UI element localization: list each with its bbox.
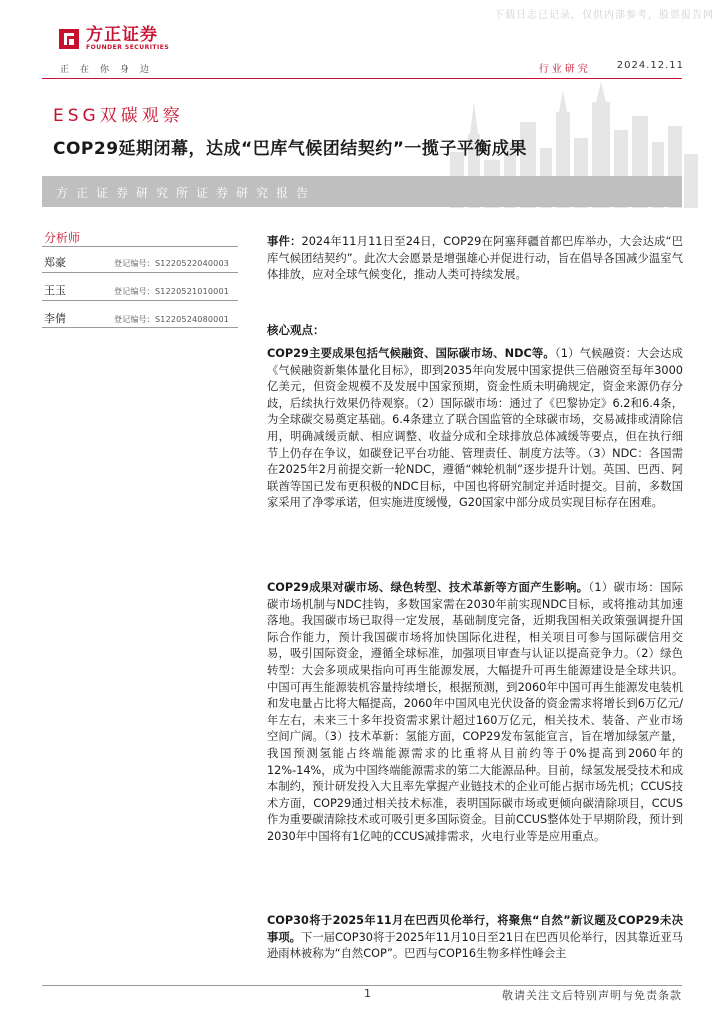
analyst-registration: 登记编号：S1220524080001 <box>114 315 230 324</box>
watermark-text: 下载日志已记录，仅供内部参考，股票报告网 <box>494 10 714 21</box>
analyst-name: 王玉 <box>44 284 66 297</box>
analyst-divider <box>42 246 238 247</box>
institute-banner <box>42 176 682 207</box>
page-number: 1 <box>364 987 371 1000</box>
page-title: COP29延期闭幕，达成“巴库气候团结契约”一揽子平衡成果 <box>53 139 527 159</box>
event-label: 事件： <box>267 235 302 248</box>
analyst-name: 李倩 <box>44 312 66 325</box>
founder-logo-icon <box>58 28 80 50</box>
brand-name-cn: 方正证券 <box>86 25 158 45</box>
analyst-divider <box>42 300 238 301</box>
brand-name-en: FOUNDER SECURITIES <box>86 44 170 51</box>
paragraph-text: 下一届COP30将于2025年11月10日至21日在巴西贝伦举行，因其靠近亚马逊雨林被称为“自然COP”。巴西与COP16生物多样性峰会主 <box>267 930 683 961</box>
report-date: 2024.12.11 <box>616 60 684 71</box>
analyst-divider <box>42 327 238 328</box>
analyst-row <box>44 254 240 270</box>
core-paragraph <box>267 580 683 846</box>
analyst-heading: 分析师 <box>44 231 81 245</box>
core-views-heading: 核心观点： <box>267 323 325 337</box>
event-paragraph <box>267 234 683 284</box>
report-header-meta <box>539 60 684 75</box>
disclaimer-link: 敬请关注文后特别声明与免责条款 <box>502 989 682 1002</box>
banner-text: 方正证券研究所证券研究报告 <box>56 186 317 200</box>
analyst-registration: 登记编号：S1220522040003 <box>114 259 230 268</box>
paragraph-lead: COP30将于2025年11月在巴西贝伦举行，将聚焦“自然”新议题及COP29未决事项。 <box>267 914 683 944</box>
paragraph-lead: COP29主要成果包括气候融资、国际碳市场、NDC等。 <box>267 347 555 360</box>
brand-logo <box>58 26 169 52</box>
paragraph-lead: COP29成果对碳市场、绿色转型、技术革新等方面产生影响。 <box>267 581 589 594</box>
analyst-name: 郑豪 <box>44 256 66 269</box>
report-category: ESG双碳观察 <box>53 106 184 126</box>
header-divider <box>42 78 682 79</box>
brand-slogan: 正在你身边 <box>60 65 161 75</box>
analyst-row <box>44 282 240 298</box>
paragraph-text: （1）碳市场：国际碳市场机制与NDC挂钩，多数国家需在2030年前实现NDC目标，或将推动其加速落地。我国碳市场已取得一定发展，基础制度完备，近期我国相关政策强调提升国际合作能力，预计我国碳市场将加快国际化进程，相关项目可参与国际碳信用交易，吸引国际资金，遵循全球标准，加强项目审查与认证以提高竞争力。（2）绿色转型：大会多项成果指向可再生能源发展，大幅提升可再生能源建设是全球共识。中国可再生能源装机容量持续增长，根据预测，到2060年中国可再生能源发电装机和发电量占比将大幅提高，2060年中国风电光伏设备的资金需求将增长到6万亿元/年左右，未来三十多年投资需求累计超过160万亿元，相关技术、装备、产业市场空间广阔。（3）技术革新：氢能方面，COP29发布氢能宣言，旨在增加绿氢产量，我国预测氢能占终端能源需求的比重将从目前约等于0%提高到2060年的12%-14%，成为中国终端能源需求的第二大能源品种。目前，绿氢发展受技术和成本制约，预计研发投入大且率先掌握产业链技术的企业可能占据市场先机；CCUS技术方面，COP29通过相关技术标准，表明国际碳市场或更倾向碳清除项目，CCUS作为重要碳清除技术或可吸引更多国际资金。目前CCUS整体处于早期阶段，预计到2030年中国将有1亿吨的CCUS减排需求，火电行业等是应用重点。 <box>267 581 683 843</box>
core-paragraph <box>267 346 683 512</box>
analyst-divider <box>42 272 238 273</box>
analyst-registration: 登记编号：S1220521010001 <box>114 287 230 296</box>
paragraph-text: （1）气候融资：大会达成《气候融资新集体量化目标》，即到2035年向发展中国家提供三倍融资至每年3000亿美元，但资金规模不及发展中国家预期，资金性质未明确规定，资金来源仍存分歧，后续执行效果仍待观察。（2）国际碳市场：通过了《巴黎协定》6.2和6.4条，为全球碳交易奠定基础。6.4条建立了联合国监管的全球碳市场，交易减排或清除信用，明确减缓贡献、相应调整、收益分成和全球排放总体减缓等要点，但在执行细节上仍存在争议，如碳登记平台功能、管理责任、制度方法等。（3）NDC：各国需在2025年2月前提交新一轮NDC，遵循“棘轮机制”逐步提升计划。英国、巴西、阿联酋等国已发布更积极的NDC目标，中国也将研究制定并适时提交。目前，多数国家采用了净零承诺，但实施进度缓慢，G20国家中部分成员实现目标存在困难。 <box>267 347 683 510</box>
core-paragraph <box>267 913 683 963</box>
report-type: 行业研究 <box>538 64 591 75</box>
event-text: 2024年11月11日至24日，COP29在阿塞拜疆首都巴库举办，大会达成“巴库气候团结契约”。此次大会愿景是增强雄心并促进行动，旨在倡导各国减少温室气体排放，应对全球气候变化，推动人类可持续发展。 <box>267 235 683 282</box>
footer-divider <box>42 985 682 986</box>
analyst-row <box>44 310 240 326</box>
